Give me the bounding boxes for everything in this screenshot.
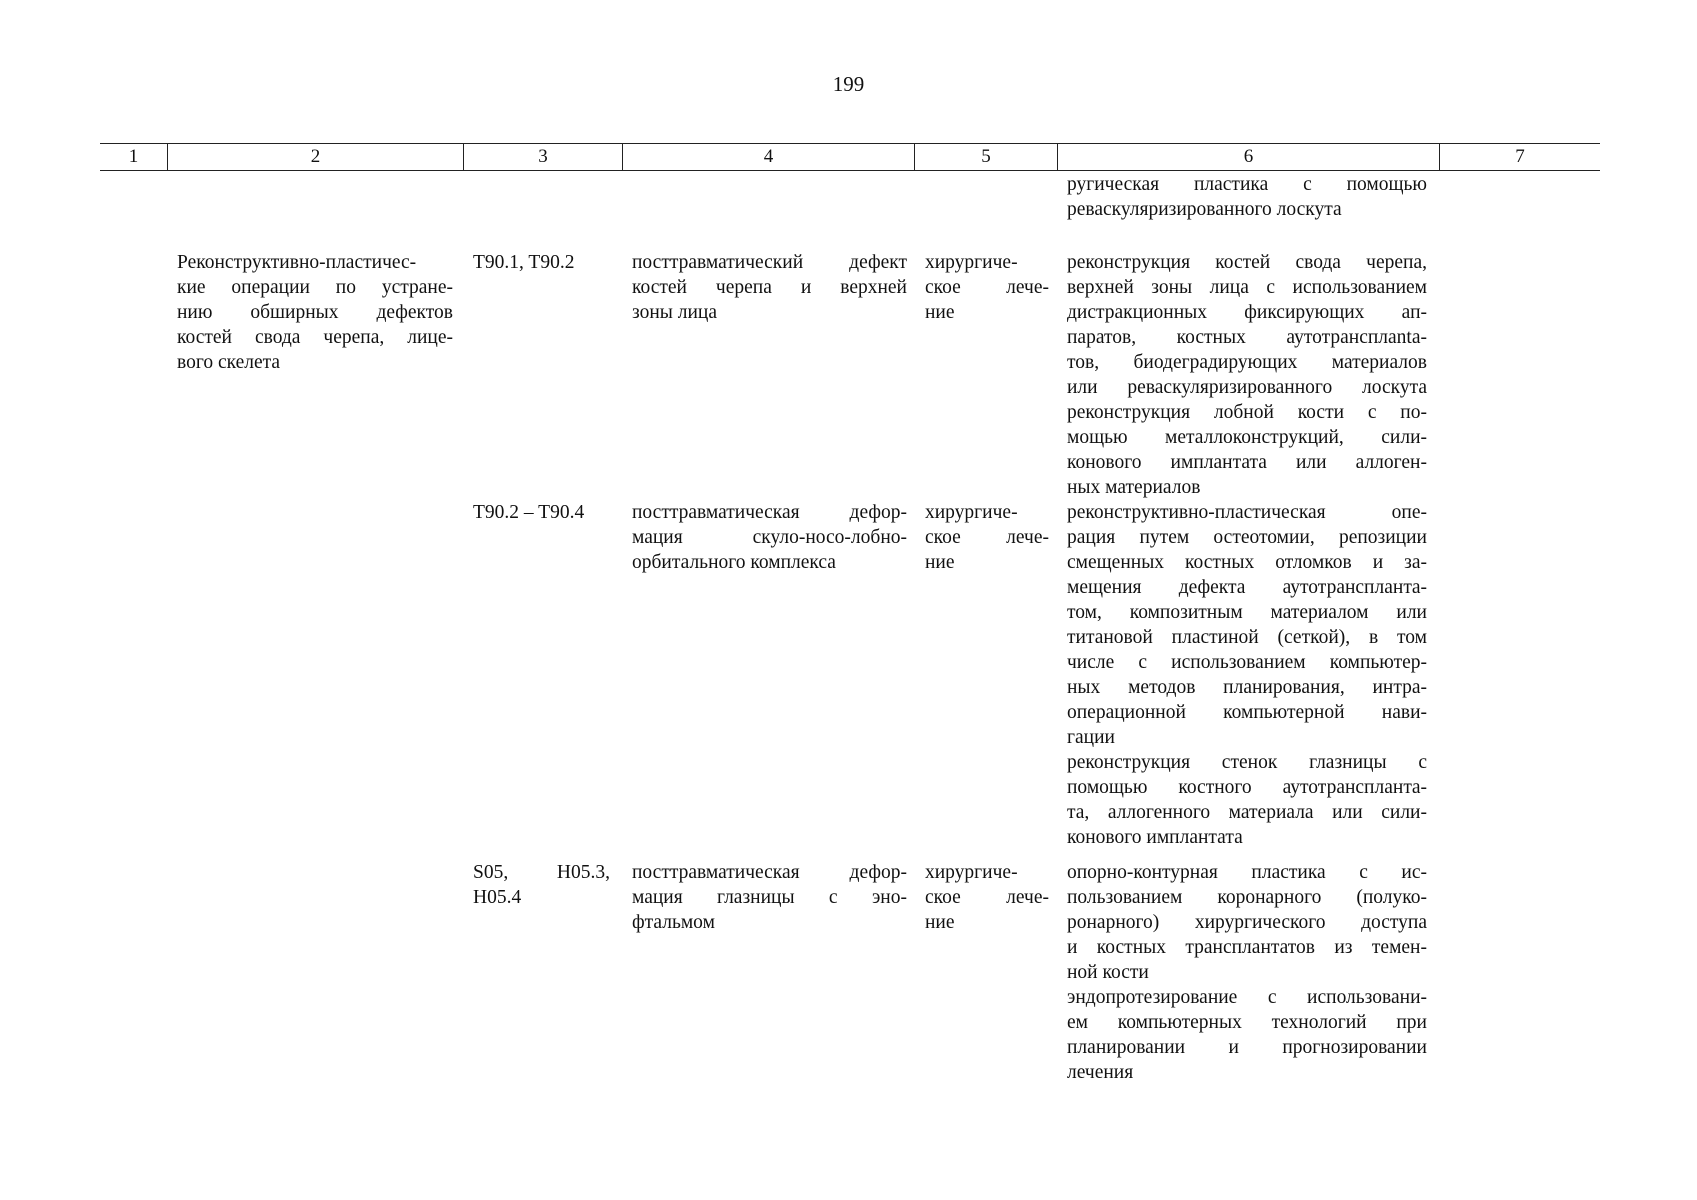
text-line: тов, биодеградирующих материалов xyxy=(1067,352,1427,373)
header-col-7: 7 xyxy=(1439,144,1600,170)
text-line: мация скуло-носо-лобно- xyxy=(632,527,907,548)
text-line: рация путем остеотомии, репозиции xyxy=(1067,527,1427,548)
text-line: титановой пластиной (сеткой), в том xyxy=(1067,627,1427,648)
text-line: зоны лица xyxy=(632,302,718,323)
text-line: костей свода черепа, лице- xyxy=(177,327,453,348)
text-line: конового имплантата xyxy=(1067,827,1243,848)
text-line: числе с использованием компьютер- xyxy=(1067,652,1427,673)
row1-method-1 xyxy=(1067,250,1427,400)
text-line: мощью металлоконструкций, сили- xyxy=(1067,427,1427,448)
row1-codes xyxy=(473,250,613,275)
text-line: мещения дефекта аутотрансплантa- xyxy=(1067,577,1427,598)
text-line: смещенных костных отломков и за- xyxy=(1067,552,1427,573)
row2-diagnosis xyxy=(632,500,907,575)
text-line: опорно-контурная пластика с ис- xyxy=(1067,862,1427,883)
text-line: T90.1, T90.2 xyxy=(473,252,575,273)
continuation-col6 xyxy=(1067,172,1427,222)
text-line: ных материалов xyxy=(1067,477,1201,498)
text-line: ем компьютерных технологий при xyxy=(1067,1012,1427,1033)
text-line: планировании и прогнозировании xyxy=(1067,1037,1427,1058)
text-line: та, аллогенного материала или сили- xyxy=(1067,802,1427,823)
text-line: реконструкция лобной кости с по- xyxy=(1067,402,1427,423)
operation-group-title xyxy=(177,250,453,375)
header-col-4: 4 xyxy=(622,144,914,170)
row3-diagnosis xyxy=(632,860,907,935)
text-line: реконструктивно-пластическая опе- xyxy=(1067,502,1427,523)
text-line: ское лече- xyxy=(925,277,1049,298)
text-line: эндопротезирование с использовани- xyxy=(1067,987,1427,1008)
text-line: посттравматический дефект xyxy=(632,252,907,273)
header-col-6: 6 xyxy=(1057,144,1439,170)
text-line: ское лече- xyxy=(925,887,1049,908)
text-line: хирургиче- xyxy=(925,252,1018,273)
row3-codes xyxy=(473,860,610,910)
row1-diagnosis xyxy=(632,250,907,325)
text-line: Реконструктивно-пластичес- xyxy=(177,252,417,273)
row2-method-2 xyxy=(1067,750,1427,850)
row1-method-2 xyxy=(1067,400,1427,500)
text-line: реконструкция костей свода черепа, xyxy=(1067,252,1427,273)
row3-treatment-type xyxy=(925,860,1049,935)
text-line: паратов, костных аутотрансплanta- xyxy=(1067,327,1427,348)
text-line: или реваскуляризированного лоскута xyxy=(1067,377,1427,398)
header-col-2: 2 xyxy=(167,144,463,170)
text-line: фтальмом xyxy=(632,912,715,933)
text-line: кие операции по устране- xyxy=(177,277,453,298)
text-line: конового имплантата или аллоген- xyxy=(1067,452,1427,473)
text-line: H05.4 xyxy=(473,887,522,908)
row2-method-1 xyxy=(1067,500,1427,750)
text-line: ных методов планирования, интра- xyxy=(1067,677,1427,698)
text-line: ние xyxy=(925,552,955,573)
row2-treatment-type xyxy=(925,500,1049,575)
text-line: нию обширных дефектов xyxy=(177,302,453,323)
header-col-5: 5 xyxy=(914,144,1057,170)
row1-treatment-type xyxy=(925,250,1049,325)
text-line: посттравматическая дефор- xyxy=(632,862,907,883)
text-line: ругическая пластика с помощью xyxy=(1067,174,1427,195)
text-line: ронарного) хирургического доступа xyxy=(1067,912,1427,933)
text-line: лечения xyxy=(1067,1062,1134,1083)
table-header xyxy=(100,143,1600,171)
text-line: T90.2 – T90.4 xyxy=(473,502,585,523)
text-line: дистракционных фиксирующих ап- xyxy=(1067,302,1427,323)
text-line: помощью костного аутотрансплантa- xyxy=(1067,777,1427,798)
row3-method-2 xyxy=(1067,985,1427,1085)
text-line: вого скелета xyxy=(177,352,281,373)
text-line: ние xyxy=(925,912,955,933)
text-line: хирургиче- xyxy=(925,502,1018,523)
text-line: ское лече- xyxy=(925,527,1049,548)
text-line: ной кости xyxy=(1067,962,1149,983)
row3-method-1 xyxy=(1067,860,1427,985)
text-line: гации xyxy=(1067,727,1115,748)
row2-codes xyxy=(473,500,613,525)
text-line: верхней зоны лица с использованием xyxy=(1067,277,1427,298)
text-line: реваскуляризированного лоскута xyxy=(1067,199,1342,220)
text-line: пользованием коронарного (полуко- xyxy=(1067,887,1427,908)
text-line: посттравматическая дефор- xyxy=(632,502,907,523)
text-line: том, композитным материалом или xyxy=(1067,602,1427,623)
text-line: и костных трансплантатов из темен- xyxy=(1067,937,1427,958)
text-line: хирургиче- xyxy=(925,862,1018,883)
text-line: операционной компьютерной нави- xyxy=(1067,702,1427,723)
text-line: мация глазницы с эно- xyxy=(632,887,907,908)
header-col-1: 1 xyxy=(128,146,139,167)
page-number: 199 xyxy=(832,72,865,96)
text-line: костей черепа и верхней xyxy=(632,277,907,298)
text-line: ние xyxy=(925,302,955,323)
header-col-3: 3 xyxy=(463,144,622,170)
text-line: орбитального комплекса xyxy=(632,552,836,573)
text-line: S05, H05.3, xyxy=(473,862,610,883)
text-line: реконструкция стенок глазницы с xyxy=(1067,752,1427,773)
